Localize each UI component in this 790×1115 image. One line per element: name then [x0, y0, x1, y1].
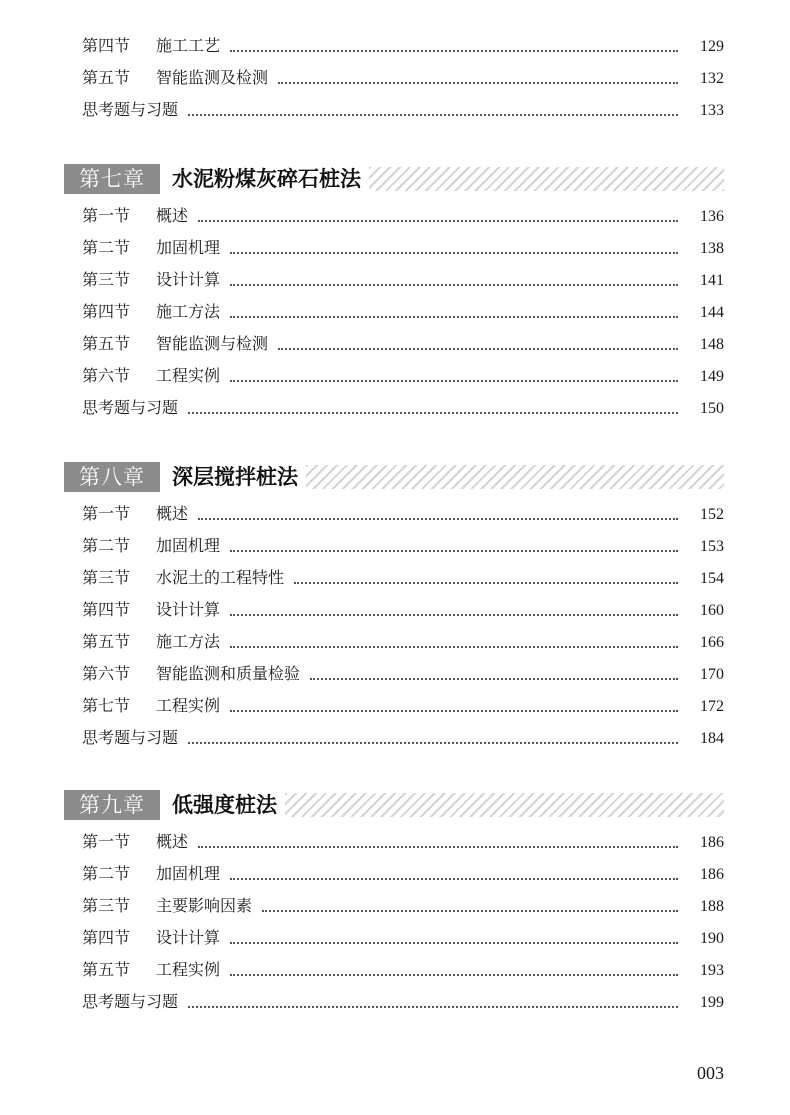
toc-entry[interactable]: [64, 626, 724, 658]
page-ref: 186: [700, 834, 724, 851]
section-title: 加固机理: [156, 536, 221, 555]
dot-leader: [188, 411, 678, 414]
page-ref: 188: [700, 898, 724, 915]
section-number: 第六节: [82, 366, 131, 385]
toc-entry[interactable]: [64, 722, 724, 754]
chapter-title: 水泥粉煤灰碎石桩法: [160, 164, 369, 194]
dot-leader: [230, 645, 678, 648]
section-number: 第四节: [82, 928, 131, 947]
page-ref: 193: [700, 962, 724, 979]
section-title: 设计计算: [156, 270, 221, 289]
section-number: 第二节: [82, 864, 131, 883]
section-title: 施工工艺: [156, 36, 221, 55]
dot-leader: [230, 877, 678, 880]
page-ref: 136: [700, 208, 724, 225]
page-ref: 149: [700, 368, 724, 385]
section-number: 第四节: [82, 600, 131, 619]
dot-leader: [278, 347, 678, 350]
section-title: 主要影响因素: [156, 896, 253, 915]
section-number: 第三节: [82, 270, 131, 289]
toc-entry[interactable]: [64, 296, 724, 328]
dot-leader: [230, 709, 678, 712]
dot-leader: [230, 973, 678, 976]
section-title: 概述: [156, 504, 189, 523]
page-ref: 141: [700, 272, 724, 289]
chapter-block: [64, 164, 724, 424]
section-title: 施工方法: [156, 302, 221, 321]
section-title: 概述: [156, 206, 189, 225]
dot-leader: [262, 909, 678, 912]
page-ref: 152: [700, 506, 724, 523]
section-number: 第五节: [82, 632, 131, 651]
hatch-decoration: [285, 793, 724, 817]
section-number: 第四节: [82, 36, 131, 55]
toc-entry[interactable]: [64, 200, 724, 232]
toc-entry[interactable]: [64, 94, 724, 126]
dot-leader: [198, 219, 678, 222]
section-number: 第三节: [82, 568, 131, 587]
toc-entry[interactable]: [64, 264, 724, 296]
dot-leader: [230, 283, 678, 286]
toc-continued-section: [64, 30, 724, 126]
chapter-title: 深层搅拌桩法: [160, 462, 306, 492]
section-title: 智能监测与检测: [156, 334, 269, 353]
section-number: 第二节: [82, 238, 131, 257]
page-ref: 132: [700, 70, 724, 87]
chapter-block: [64, 790, 724, 1018]
toc-entry[interactable]: [64, 498, 724, 530]
toc-entry[interactable]: [64, 562, 724, 594]
section-number: 第三节: [82, 896, 131, 915]
section-title: 工程实例: [156, 696, 221, 715]
dot-leader: [230, 49, 678, 52]
page-ref: 144: [700, 304, 724, 321]
dot-leader: [230, 613, 678, 616]
dot-leader: [188, 113, 678, 116]
page-ref: 153: [700, 538, 724, 555]
section-title: 智能监测和质量检验: [156, 664, 301, 683]
dot-leader: [294, 581, 678, 584]
section-title: 概述: [156, 832, 189, 851]
page-ref: 186: [700, 866, 724, 883]
dot-leader: [230, 379, 678, 382]
page-ref: 184: [700, 730, 724, 747]
hatch-decoration: [306, 465, 724, 489]
chapter-title: 低强度桩法: [160, 790, 285, 820]
section-title: 思考题与习题: [82, 100, 179, 119]
section-title: 思考题与习题: [82, 728, 179, 747]
section-title: 施工方法: [156, 632, 221, 651]
toc-entry[interactable]: [64, 232, 724, 264]
dot-leader: [198, 517, 678, 520]
page-ref: 150: [700, 400, 724, 417]
dot-leader: [198, 845, 678, 848]
section-title: 水泥土的工程特性: [156, 568, 285, 587]
toc-entry[interactable]: [64, 328, 724, 360]
page-ref: 190: [700, 930, 724, 947]
dot-leader: [230, 549, 678, 552]
dot-leader: [278, 81, 678, 84]
section-title: 加固机理: [156, 238, 221, 257]
section-number: 第五节: [82, 68, 131, 87]
section-number: 第一节: [82, 832, 131, 851]
toc-entry[interactable]: [64, 986, 724, 1018]
dot-leader: [230, 941, 678, 944]
chapter-label: 第七章: [64, 164, 160, 194]
page-ref: 166: [700, 634, 724, 651]
page-ref: 129: [700, 38, 724, 55]
page-ref: 172: [700, 698, 724, 715]
toc-entry[interactable]: [64, 594, 724, 626]
section-title: 思考题与习题: [82, 992, 179, 1011]
toc-entry[interactable]: [64, 658, 724, 690]
hatch-decoration: [369, 167, 724, 191]
toc-entry[interactable]: [64, 890, 724, 922]
page-ref: 199: [700, 994, 724, 1011]
section-title: 思考题与习题: [82, 398, 179, 417]
toc-entry[interactable]: [64, 922, 724, 954]
chapter-heading[interactable]: [64, 462, 724, 492]
toc-entry[interactable]: [64, 392, 724, 424]
section-number: 第七节: [82, 696, 131, 715]
toc-entry[interactable]: [64, 690, 724, 722]
section-number: 第五节: [82, 334, 131, 353]
dot-leader: [230, 251, 678, 254]
section-number: 第五节: [82, 960, 131, 979]
chapter-heading[interactable]: [64, 790, 724, 820]
section-number: 第一节: [82, 504, 131, 523]
toc-entry[interactable]: [64, 826, 724, 858]
section-number: 第六节: [82, 664, 131, 683]
page-ref: 138: [700, 240, 724, 257]
toc-entry[interactable]: [64, 30, 724, 62]
section-title: 加固机理: [156, 864, 221, 883]
section-number: 第一节: [82, 206, 131, 225]
dot-leader: [230, 315, 678, 318]
section-number: 第四节: [82, 302, 131, 321]
toc-entry[interactable]: [64, 954, 724, 986]
page-ref: 170: [700, 666, 724, 683]
section-title: 设计计算: [156, 600, 221, 619]
section-number: 第二节: [82, 536, 131, 555]
section-title: 设计计算: [156, 928, 221, 947]
page-ref: 133: [700, 102, 724, 119]
section-title: 工程实例: [156, 960, 221, 979]
page-number: 003: [697, 1063, 724, 1083]
dot-leader: [188, 1005, 678, 1008]
section-title: 工程实例: [156, 366, 221, 385]
dot-leader: [188, 741, 678, 744]
chapter-label: 第九章: [64, 790, 160, 820]
toc-entry[interactable]: [64, 858, 724, 890]
chapter-heading[interactable]: [64, 164, 724, 194]
dot-leader: [310, 677, 678, 680]
page-ref: 154: [700, 570, 724, 587]
toc-entry[interactable]: [64, 62, 724, 94]
page-ref: 160: [700, 602, 724, 619]
page-ref: 148: [700, 336, 724, 353]
chapter-block: [64, 462, 724, 754]
section-title: 智能监测及检测: [156, 68, 269, 87]
toc-entry[interactable]: [64, 530, 724, 562]
toc-entry[interactable]: [64, 360, 724, 392]
chapter-label: 第八章: [64, 462, 160, 492]
